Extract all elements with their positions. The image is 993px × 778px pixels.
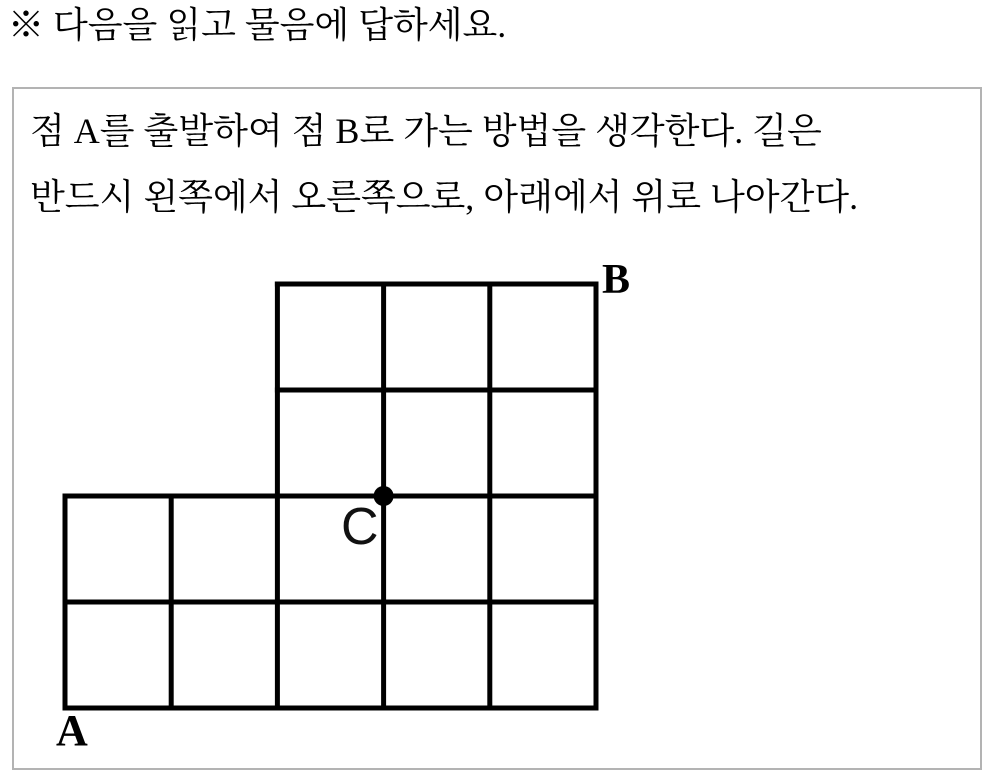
problem-statement-line-1: 점 A를 출발하여 점 B로 가는 방법을 생각한다. 길은 [30,111,822,151]
label-point-a: A [56,706,88,755]
problem-statement-line-2: 반드시 왼쪽에서 오른쪽으로, 아래에서 위로 나아간다. [30,177,859,217]
label-point-c: C [341,498,379,556]
instruction-text: ※ 다음을 읽고 물음에 답하세요. [8,5,507,45]
label-point-b: B [602,257,631,303]
